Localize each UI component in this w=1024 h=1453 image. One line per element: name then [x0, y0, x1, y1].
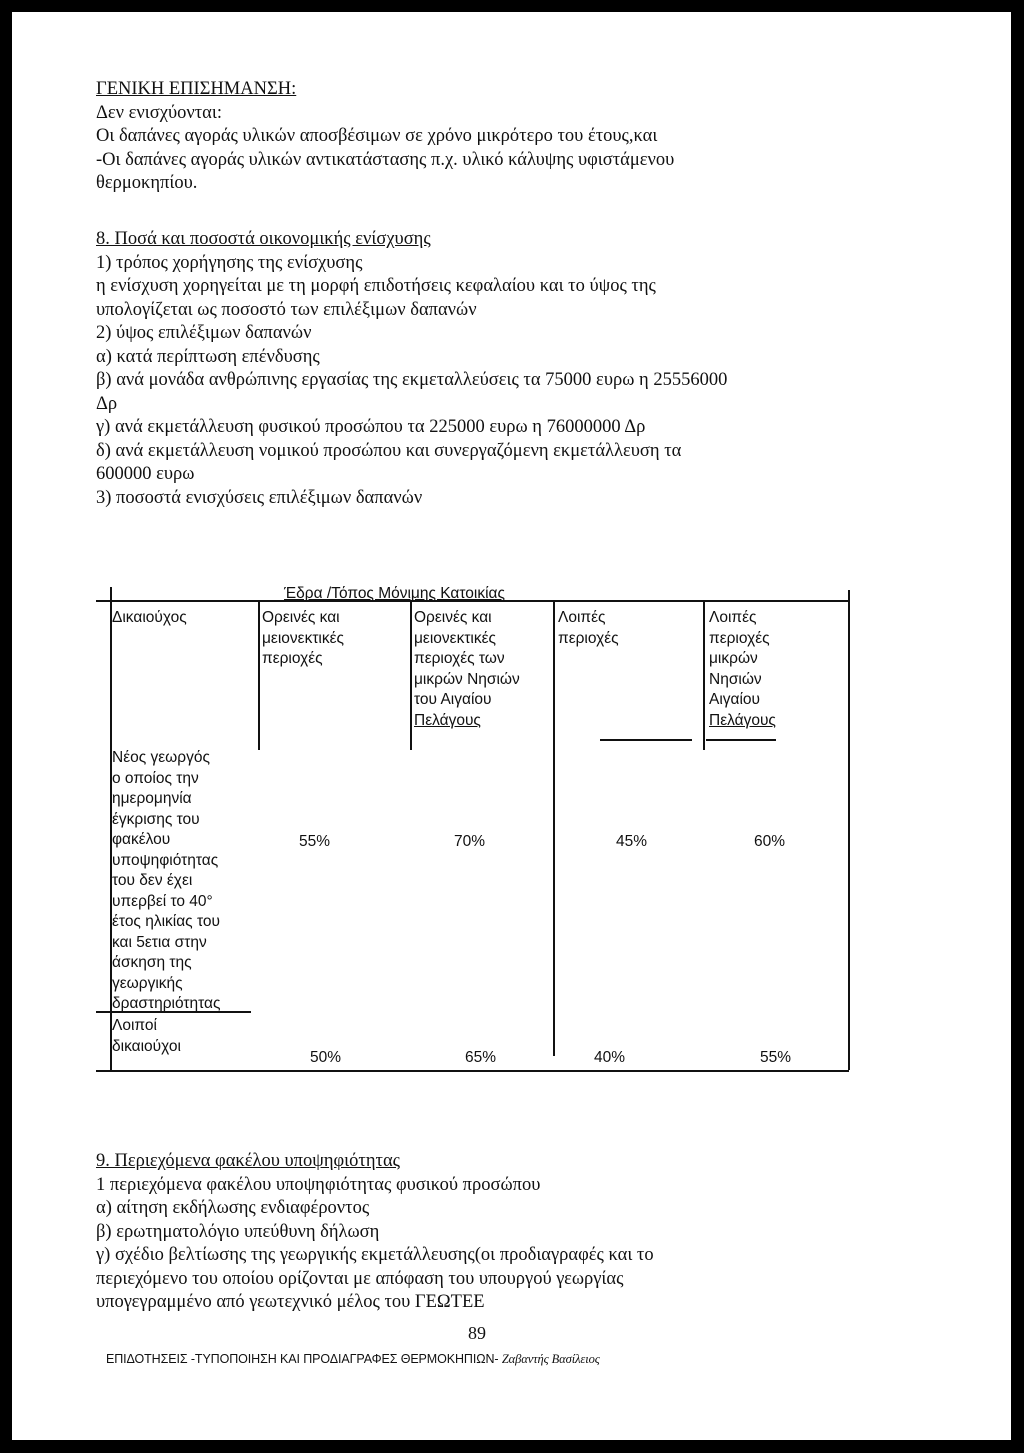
row-label-line: υποψηφιότητας — [112, 851, 219, 869]
header-line: περιοχές — [262, 650, 323, 667]
header-line: Νησιών — [709, 670, 762, 688]
section-8-line: Δρ — [96, 393, 118, 414]
section-8-line: η ενίσχυση χορηγείται με τη μορφή επιδοτήσεις κεφαλαίου και το ύψος της — [96, 276, 656, 296]
young-farmer-other-islands-rate: 60% — [754, 833, 786, 850]
header-line: Λοιπές — [709, 609, 757, 626]
section-8-line: 3) ποσοστά ενισχύσεις επιλέξιμων δαπανών — [96, 487, 423, 508]
header-line: Πελάγους — [414, 711, 481, 729]
other-mountain-rate: 50% — [310, 1049, 342, 1066]
young-farmer-mountain-islands-rate: 70% — [454, 833, 486, 850]
header-line: περιοχές των — [414, 650, 505, 667]
section-9-line: περιεχόμενο του οποίου ορίζονται με απόφαση του υπουργού γεωργίας — [96, 1268, 624, 1289]
general-note-line: Δεν ενισχύονται: — [96, 102, 222, 123]
header-line: περιοχές — [709, 629, 770, 647]
table-rule-col — [706, 739, 776, 741]
page-number: 89 — [468, 1323, 486, 1343]
header-line: Πελάγους — [709, 711, 776, 729]
row-label-line: γεωργικής — [112, 974, 183, 992]
section-8-line: 1) τρόπος χορήγησης της ενίσχυσης — [96, 252, 363, 273]
table-rule-bottom — [96, 1070, 849, 1072]
header-line: μειονεκτικές — [262, 629, 345, 647]
other-other-rate: 40% — [594, 1049, 626, 1066]
row-label-line: φακέλου — [112, 831, 171, 848]
section-9-line: υπογεγραμμένο από γεωτεχνικό μέλος του ΓΕΩΤΕΕ — [96, 1292, 485, 1312]
row-label-line: δραστηριότητας — [112, 995, 221, 1012]
header-line: Αιγαίου — [709, 691, 761, 708]
header-line: Ορεινές και — [414, 609, 492, 626]
table-rule-v2 — [410, 600, 412, 750]
row-label-line: ημερομηνία — [112, 790, 192, 807]
row-young-farmer-label — [112, 748, 220, 1015]
table-rule-v1 — [258, 600, 260, 750]
row-label-line: δικαιούχοι — [112, 1037, 181, 1055]
table-rule-col — [600, 739, 692, 741]
footer — [106, 1348, 600, 1372]
col-header-other — [558, 608, 619, 649]
row-label-line: του δεν έχει — [112, 872, 193, 889]
young-farmer-mountain-rate: 55% — [299, 833, 331, 850]
header-line: Ορεινές και — [262, 609, 340, 626]
header-line: μειονεκτικές — [414, 629, 497, 647]
header-line: μικρών Νησιών — [414, 670, 520, 688]
section-8-line: υπολογίζεται ως ποσοστό των επιλέξιμων δαπανών — [96, 299, 477, 320]
footer-text: ΕΠΙΔΟΤΗΣΕΙΣ -ΤΥΠΟΠΟΙΗΣΗ ΚΑΙ ΠΡΟΔΙΑΓΡΑΦΕΣ ΘΕΡΜΟΚΗΠΙΩΝ- — [106, 1352, 502, 1366]
row-label-line: Λοιποί — [112, 1017, 157, 1034]
table-rule-v4 — [703, 600, 705, 750]
header-line: περιοχές — [558, 629, 619, 647]
col-header-other-islands — [709, 608, 776, 731]
table-rule-v3 — [553, 600, 555, 1056]
footer-author: Ζαβαντής Βασίλειος — [501, 1352, 600, 1366]
row-label-line: έτος ηλικίας του — [112, 913, 220, 930]
header-line: Λοιπές — [558, 609, 606, 626]
general-note-line: θερμοκηπίου. — [96, 173, 198, 193]
general-note-heading: ΓΕΝΙΚΗ ΕΠΙΣΗΜΑΝΣΗ: — [96, 79, 297, 99]
header-line: Δικαιούχος — [112, 609, 187, 626]
section-8-line: 600000 ευρω — [96, 464, 195, 484]
section-8 — [96, 228, 916, 510]
young-farmer-other-rate: 45% — [616, 833, 648, 850]
table-rule-right — [848, 590, 850, 1070]
row-label-line: έγκρισης του — [112, 810, 200, 828]
row-label-line: άσκηση της — [112, 954, 192, 971]
row-label-line: υπερβεί το 40° — [112, 892, 213, 910]
row-label-line: ο οποίος την — [112, 769, 199, 787]
section-9-line: 1 περιεχόμενα φακέλου υποψηφιότητας φυσικού προσώπου — [96, 1174, 541, 1195]
group-header: Έδρα /Τόπος Μόνιμης Κατοικίας — [284, 585, 505, 602]
row-label-line: Νέος γεωργός — [112, 749, 210, 766]
subsidy-rate-table — [96, 582, 849, 1072]
section-8-line: α) κατά περίπτωση επένδυσης — [96, 346, 320, 367]
col-header-beneficiary — [112, 608, 187, 629]
section-9-line: β) ερωτηματολόγιο υπεύθυνη δήλωση — [96, 1221, 380, 1242]
general-note — [96, 78, 916, 196]
section-9-line: γ) σχέδιο βελτίωσης της γεωργικής εκμετάλλευσης(οι προδιαγραφές και το — [96, 1245, 654, 1265]
section-8-heading: 8. Ποσά και ποσοστά οικονομικής ενίσχυσης — [96, 229, 431, 249]
general-note-line: Οι δαπάνες αγοράς υλικών αποσβέσιμων σε χρόνο μικρότερο του έτους,και — [96, 126, 658, 146]
section-9-line: α) αίτηση εκδήλωσης ενδιαφέροντος — [96, 1198, 370, 1218]
col-header-mountain-islands — [414, 608, 520, 731]
header-line: του Αιγαίου — [414, 691, 492, 708]
other-mountain-islands-rate: 65% — [465, 1049, 497, 1066]
section-8-line: γ) ανά εκμετάλλευση φυσικού προσώπου τα 225000 ευρω η 76000000 Δρ — [96, 417, 646, 437]
other-other-islands-rate: 55% — [760, 1049, 792, 1066]
section-8-line: β) ανά μονάδα ανθρώπινης εργασίας της εκμεταλλεύσεις τα 75000 ευρω η 25556000 — [96, 370, 728, 390]
row-other-beneficiaries-label — [112, 1016, 181, 1057]
section-9-heading: 9. Περιεχόμενα φακέλου υποψηφιότητας — [96, 1151, 400, 1171]
col-header-mountain — [262, 608, 344, 670]
section-8-line: 2) ύψος επιλέξιμων δαπανών — [96, 323, 312, 343]
header-line: μικρών — [709, 650, 758, 667]
general-note-line: -Οι δαπάνες αγοράς υλικών αντικατάστασης π.χ. υλικό κάλυψης υφιστάμενου — [96, 149, 675, 170]
section-8-line: δ) ανά εκμετάλλευση νομικού προσώπου και συνεργαζόμενη εκμετάλλευση τα — [96, 440, 682, 461]
section-9 — [96, 1150, 916, 1315]
row-label-line: και 5ετια στην — [112, 933, 207, 951]
